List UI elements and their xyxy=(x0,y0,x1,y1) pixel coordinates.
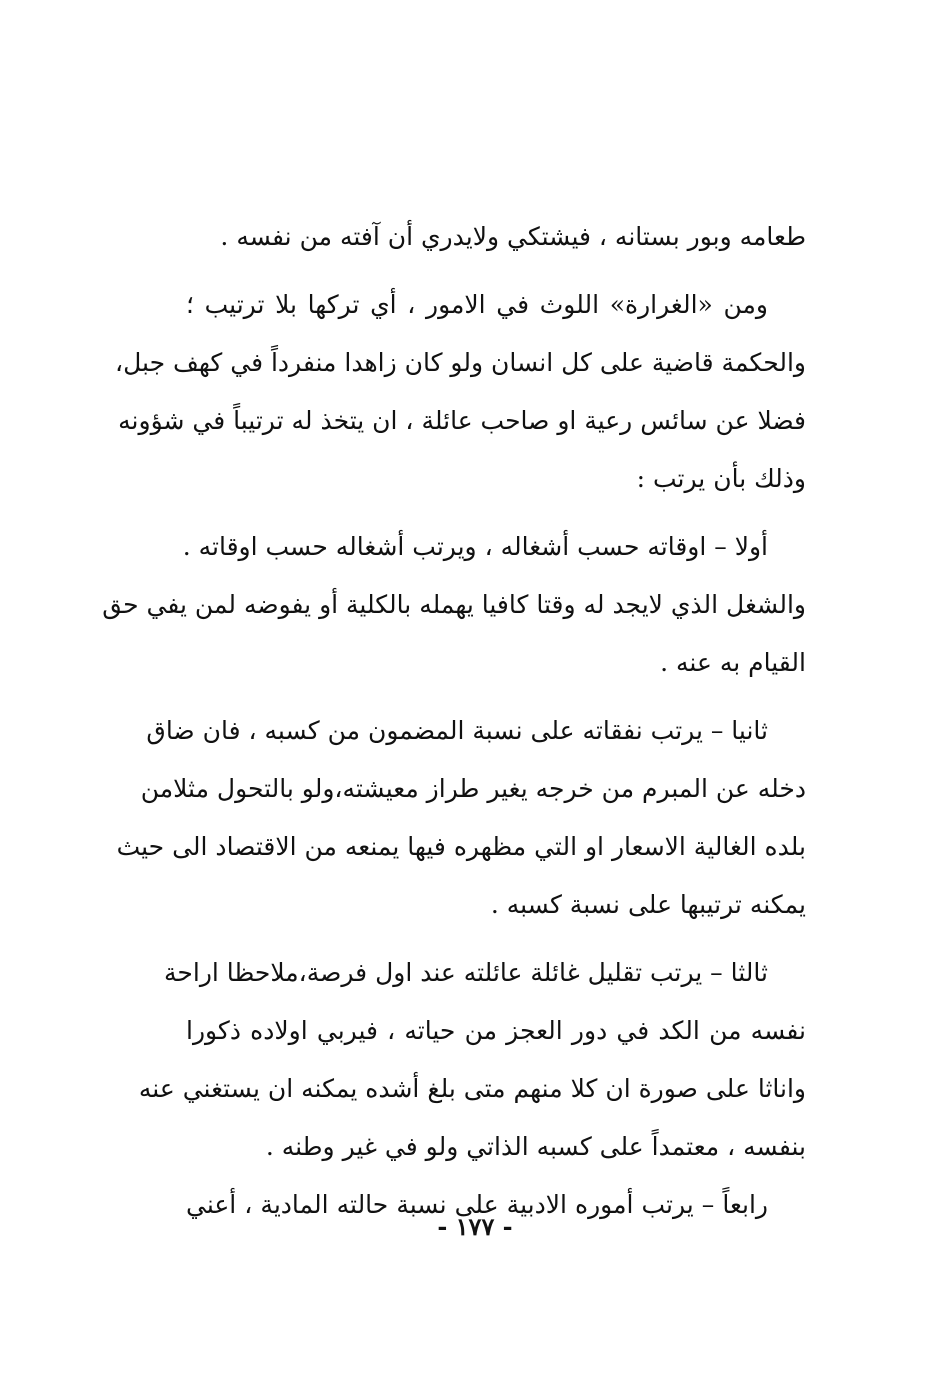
text-line: واناثا على صورة ان كلا منهم متى بلغ أشده يمكنه ان يستغني عنه xyxy=(138,1074,806,1103)
text-line: ومن «الغرارة» اللوث في الامور ، أي تركها بلا ترتيب ؛ xyxy=(186,290,768,319)
text-line: طعامه وبور بستانه ، فيشتكي ولايدري أن آفته من نفسه . xyxy=(220,222,806,251)
text-line: ثانيا – يرتب نفقاته على نسبة المضمون من كسبه ، فان ضاق xyxy=(146,716,768,745)
paragraph-gap xyxy=(186,508,806,518)
text-line: دخله عن المبرم من خرجه يغير طراز معيشته،ولو بالتحول مثلامن xyxy=(140,774,806,803)
paragraph-gap xyxy=(186,934,806,944)
text-line: القيام به عنه . xyxy=(660,648,806,677)
page-number: - ١٧٧ - xyxy=(437,1212,513,1241)
body-text xyxy=(102,208,806,1234)
text-line: أولا – اوقاته حسب أشغاله ، ويرتب أشغاله حسب اوقاته . xyxy=(182,532,768,561)
text-line: رابعاً – يرتب أموره الادبية على نسبة حالته المادية ، أعني xyxy=(186,1190,769,1219)
text-line: بلده الغالية الاسعار او التي مظهره فيها يمنعه من الاقتصاد الى حيث xyxy=(116,832,806,861)
text-line: فضلا عن سائس رعية او صاحب عائلة ، ان يتخذ له ترتيباً في شؤونه xyxy=(118,406,806,435)
text-line: والشغل الذي لايجد له وقتا كافيا يهمله بالكلية أو يفوضه لمن يفي حق xyxy=(102,590,806,619)
text-line: بنفسه ، معتمداً على كسبه الذاتي ولو في غير وطنه . xyxy=(265,1132,806,1161)
text-line: وذلك بأن يرتب : xyxy=(636,464,806,493)
paragraph-gap xyxy=(186,266,806,276)
text-line: نفسه من الكد في دور العجز من حياته ، فيربي اولاده ذكورا xyxy=(186,1016,806,1045)
text-line: يمكنه ترتيبها على نسبة كسبه . xyxy=(490,890,806,919)
paragraph-gap xyxy=(186,692,806,702)
text-line: ثالثا – يرتب تقليل غائلة عائلته عند اول فرصة،ملاحظا اراحة xyxy=(164,958,768,987)
text-line: والحكمة قاضية على كل انسان ولو كان زاهدا منفرداً في كهف جبل، xyxy=(115,348,806,377)
